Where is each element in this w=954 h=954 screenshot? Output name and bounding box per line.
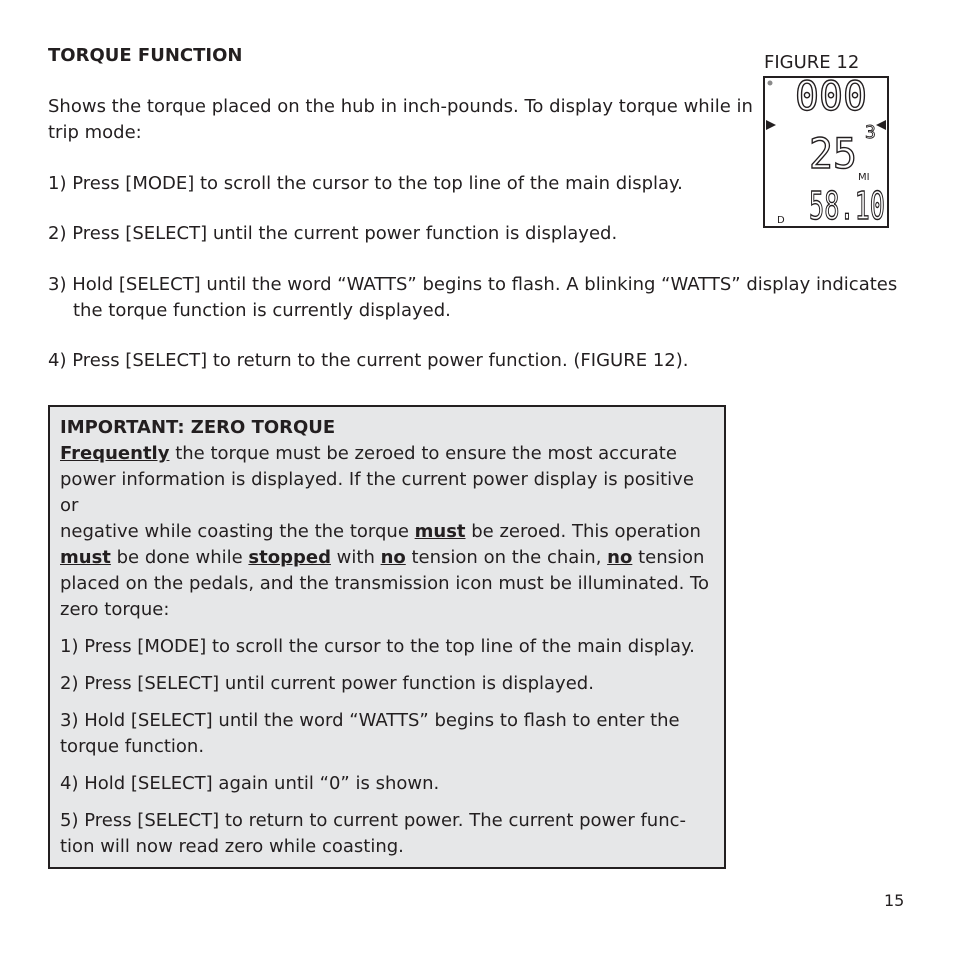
important-note-box <box>48 405 726 869</box>
step-item: 4) Press [SELECT] to return to the current power function. (FIGURE 12). <box>48 350 689 371</box>
important-note-title: IMPORTANT: ZERO TORQUE <box>60 417 336 438</box>
zero-torque-step: 3) Hold [SELECT] until the word “WATTS” begins to flash to enter the torque function. <box>60 710 680 757</box>
step-text-continued: the torque function is currently displayed. <box>73 300 451 321</box>
section-title: TORQUE FUNCTION <box>48 45 243 66</box>
lcd-gear-value: 3 <box>865 122 876 143</box>
figure-label: FIGURE 12 <box>764 52 860 73</box>
zero-torque-step: 1) Press [MODE] to scroll the cursor to the top line of the main display. <box>60 636 695 657</box>
paragraph-text: be done while <box>110 547 249 568</box>
paragraph-text: negative while coasting the the torque <box>60 521 415 542</box>
lcd-bottom-value: 58.10 <box>809 184 885 228</box>
lcd-display-figure <box>763 76 889 228</box>
paragraph-text: with <box>330 547 381 568</box>
emphasis-word: no <box>380 547 406 568</box>
cursor-right-arrow-icon <box>876 120 886 130</box>
zero-torque-step: 2) Press [SELECT] until current power function is displayed. <box>60 673 594 694</box>
lcd-top-value: 000 <box>795 74 867 120</box>
paragraph-text: tension on the chain, <box>405 547 608 568</box>
zero-torque-step: 5) Press [SELECT] to return to current power. The current power func-tion will now read zero while coasting. <box>60 810 687 857</box>
lcd-unit-label: MI <box>858 172 870 183</box>
lcd-mode-letter: D <box>777 215 785 226</box>
emphasis-word: Frequently <box>60 443 170 464</box>
intro-paragraph: Shows the torque placed on the hub in inch-pounds. To display torque while in trip mode: <box>48 96 753 143</box>
step-text: 3) Hold [SELECT] until the word “WATTS” begins to flash. A blinking “WATTS” display indicates <box>48 274 898 295</box>
lcd-middle-value: 25 <box>809 129 857 178</box>
zero-torque-step: 4) Hold [SELECT] again until “0” is shown. <box>60 773 440 794</box>
paragraph-text: be zeroed. This operation <box>465 521 701 542</box>
page-number: 15 <box>884 891 905 910</box>
emphasis-word: stopped <box>248 547 331 568</box>
step-item <box>48 272 918 324</box>
important-note-paragraph <box>60 441 714 623</box>
cursor-left-arrow-icon <box>766 120 776 130</box>
indicator-dot-icon <box>768 81 773 86</box>
emphasis-word: no <box>607 547 633 568</box>
emphasis-word: must <box>60 547 111 568</box>
step-item: 2) Press [SELECT] until the current power function is displayed. <box>48 223 618 244</box>
step-item: 1) Press [MODE] to scroll the cursor to the top line of the main display. <box>48 173 683 194</box>
paragraph-text: the torque must be zeroed to ensure the most accurate power information is displayed. If the current power display is positive or <box>60 443 694 516</box>
paragraph-text: tension placed on the pedals, and the transmission icon must be illuminated. To zero torque: <box>60 547 710 620</box>
emphasis-word: must <box>414 521 466 542</box>
